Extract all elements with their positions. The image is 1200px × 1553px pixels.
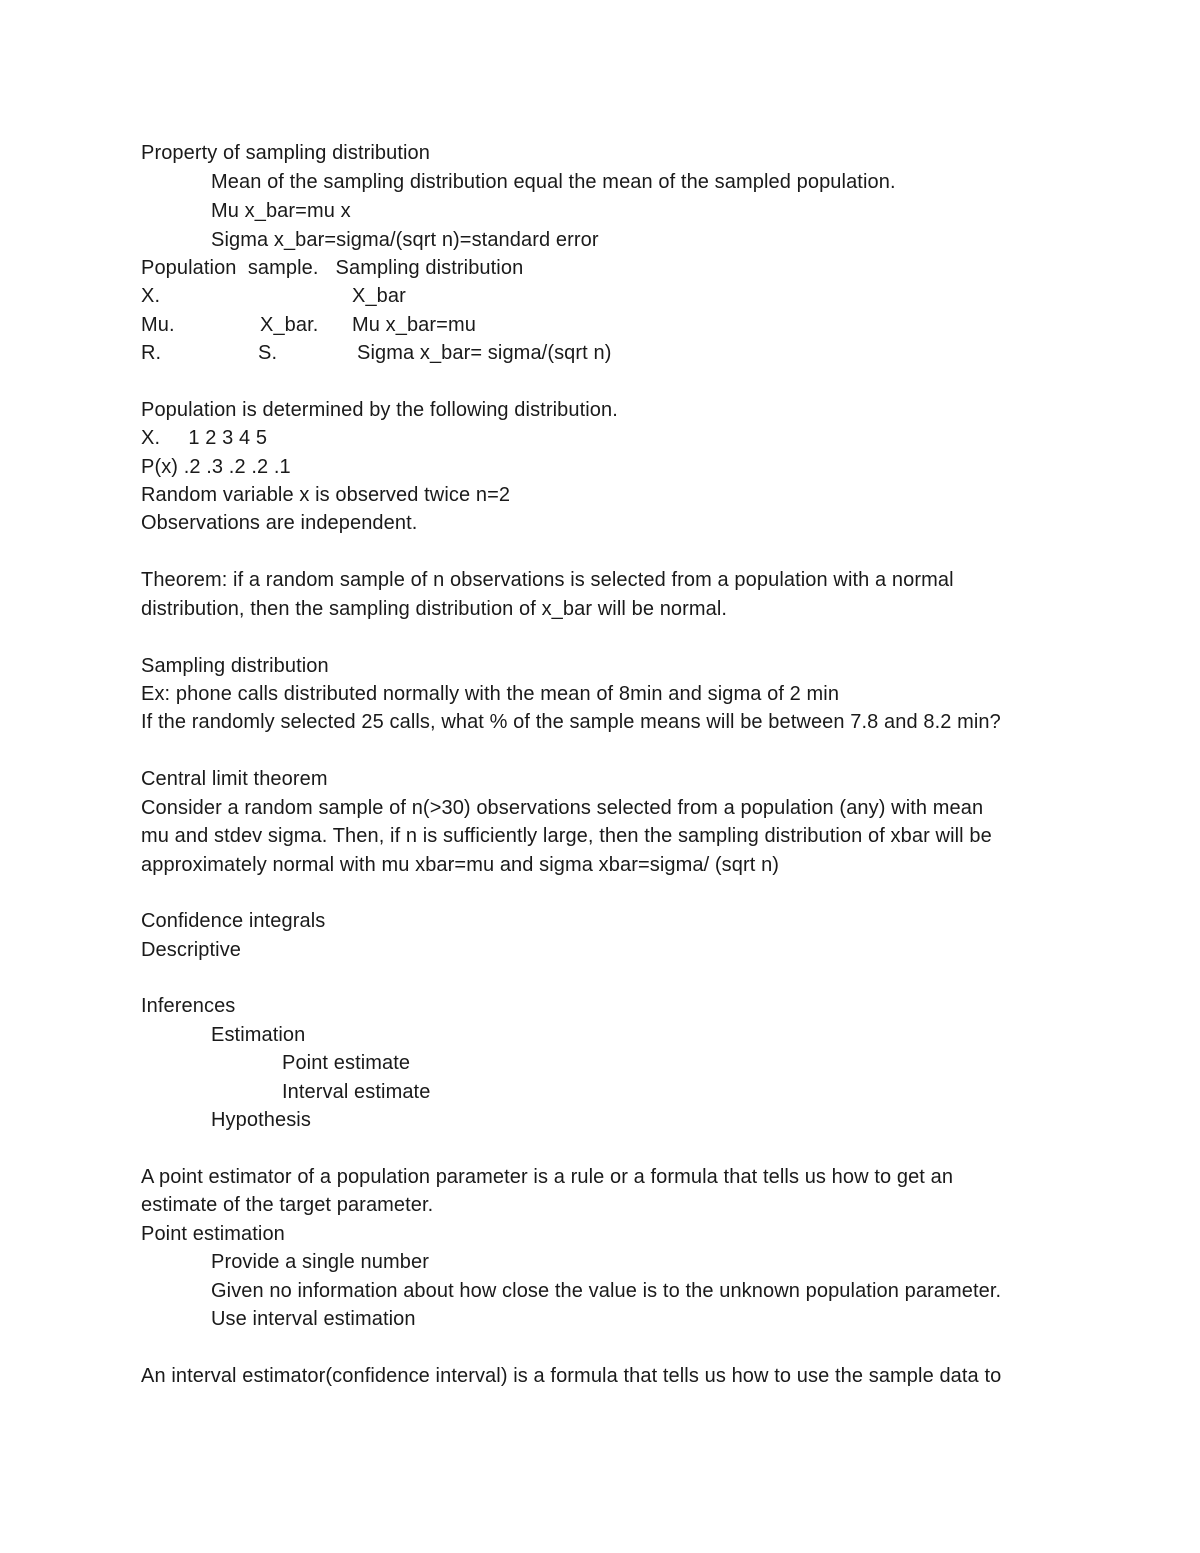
text-line: Descriptive [141, 939, 242, 961]
text-line: P(x) .2 .3 .2 .2 .1 [141, 456, 291, 478]
table-cell: Mu x_bar=mu [352, 314, 476, 336]
text-line: Random variable x is observed twice n=2 [141, 484, 511, 506]
heading-point-estimation: Point estimation [141, 1223, 285, 1245]
text-line: Sigma x_bar=sigma/(sqrt n)=standard error [211, 229, 599, 251]
list-item: Hypothesis [211, 1109, 311, 1131]
heading-confidence-integrals: Confidence integrals [141, 910, 326, 932]
list-item: Estimation [211, 1024, 306, 1046]
text-line: estimate of the target parameter. [141, 1194, 434, 1216]
text-line: A point estimator of a population parameter is a rule or a formula that tells us how to get an [141, 1166, 954, 1188]
text-line: distribution, then the sampling distribution of x_bar will be normal. [141, 598, 728, 620]
text-line: Consider a random sample of n(>30) observations selected from a population (any) with mean [141, 797, 984, 819]
list-item: Given no information about how close the value is to the unknown population parameter. [211, 1280, 1002, 1302]
list-item: Point estimate [282, 1052, 411, 1074]
text-line: X. 1 2 3 4 5 [141, 427, 268, 449]
text-line: An interval estimator(confidence interval) is a formula that tells us how to use the sample data to [141, 1365, 1002, 1387]
text-line: Ex: phone calls distributed normally with the mean of 8min and sigma of 2 min [141, 683, 840, 705]
text-line: mu and stdev sigma. Then, if n is sufficiently large, then the sampling distribution of xbar will be [141, 825, 992, 847]
table-header: Population sample. Sampling distribution [141, 257, 524, 279]
text-line: If the randomly selected 25 calls, what % of the sample means will be between 7.8 and 8.2 min? [141, 711, 1001, 733]
table-cell: X_bar. [260, 314, 319, 336]
list-item: Interval estimate [282, 1081, 431, 1103]
table-cell: X_bar [352, 285, 406, 307]
text-line: Population is determined by the following distribution. [141, 399, 618, 421]
text-line: Mean of the sampling distribution equal the mean of the sampled population. [211, 171, 896, 193]
heading-central-limit-theorem: Central limit theorem [141, 768, 328, 790]
list-item: Provide a single number [211, 1251, 429, 1273]
list-item: Use interval estimation [211, 1308, 416, 1330]
text-line: Mu x_bar=mu x [211, 200, 351, 222]
text-line: Theorem: if a random sample of n observations is selected from a population with a normal [141, 569, 954, 591]
text-line: Observations are independent. [141, 512, 418, 534]
heading-inferences: Inferences [141, 995, 236, 1017]
table-cell: X. [141, 285, 161, 307]
table-cell: S. [258, 342, 278, 364]
heading-property-of-sampling-distribution: Property of sampling distribution [141, 142, 430, 164]
text-line: approximately normal with mu xbar=mu and sigma xbar=sigma/ (sqrt n) [141, 854, 780, 876]
table-cell: Sigma x_bar= sigma/(sqrt n) [357, 342, 612, 364]
table-cell: Mu. [141, 314, 175, 336]
heading-sampling-distribution: Sampling distribution [141, 655, 329, 677]
table-cell: R. [141, 342, 162, 364]
